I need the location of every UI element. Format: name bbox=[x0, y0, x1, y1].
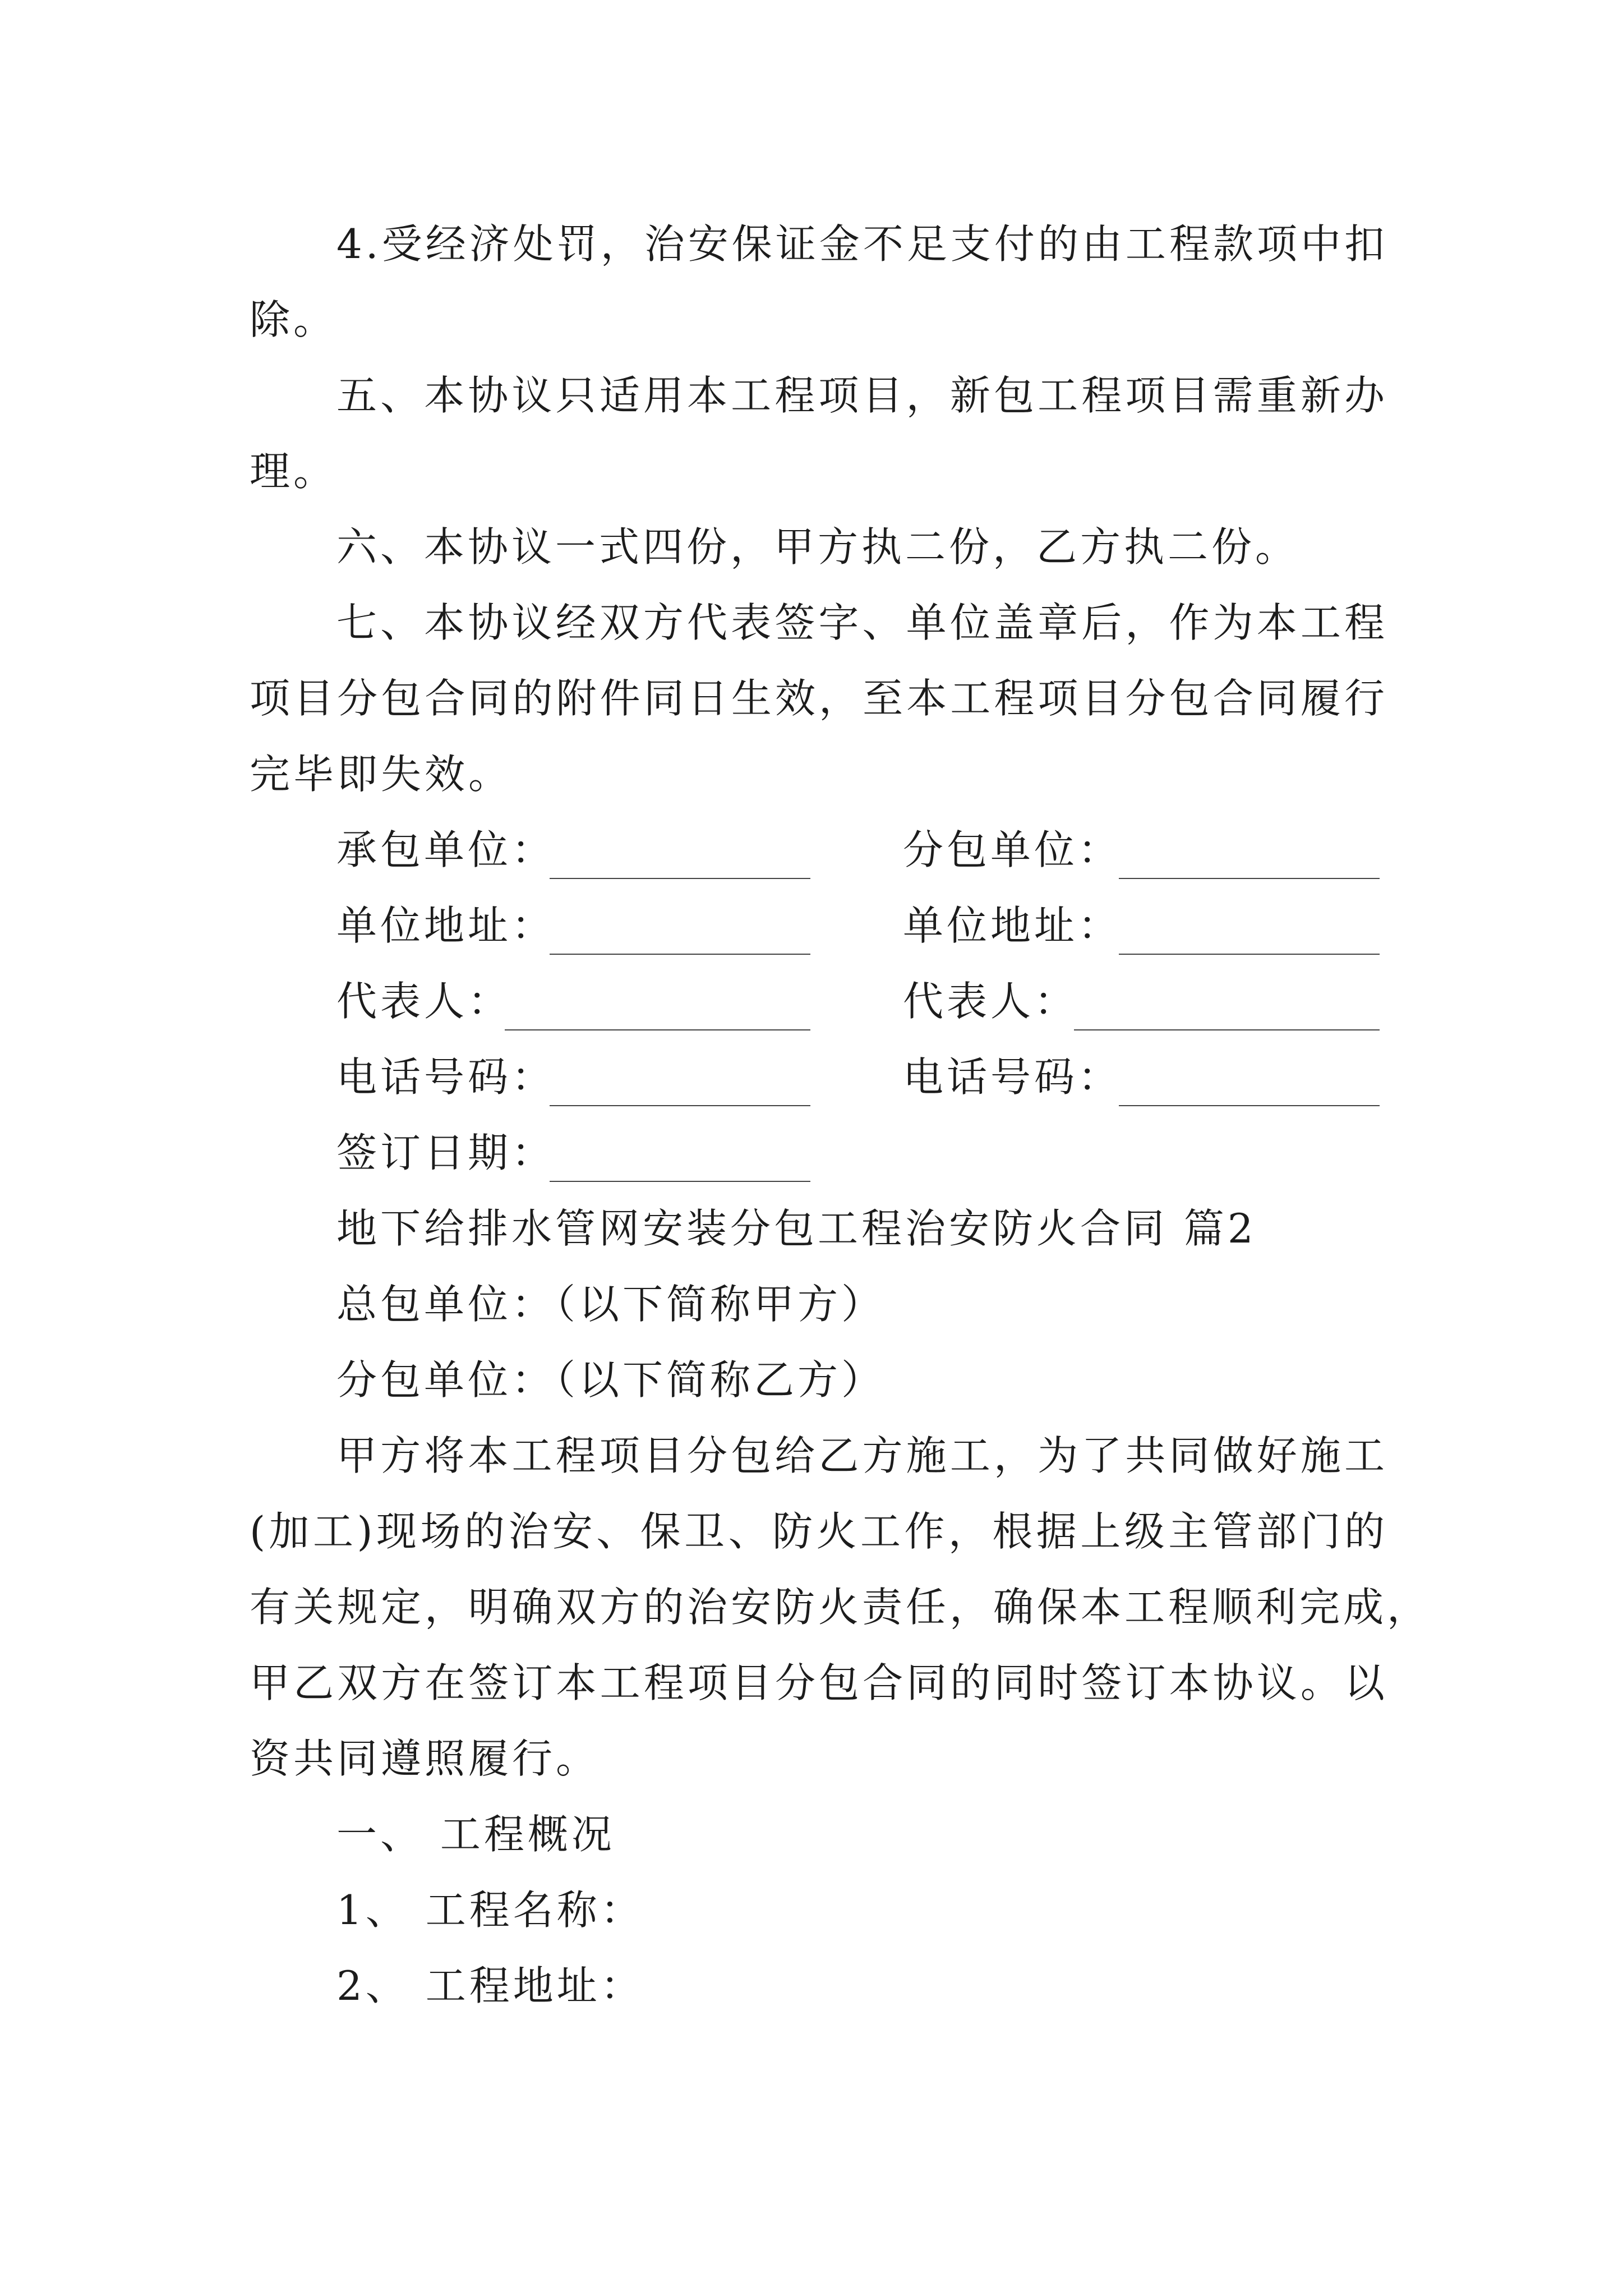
party-b-line: 分包单位：（以下简称乙方） bbox=[336, 1356, 886, 1404]
subcontractor-phone-blank bbox=[1119, 1105, 1380, 1106]
clause-five-line-1: 五、本协议只适用本工程项目，新包工程项目需重新办 bbox=[336, 372, 1388, 419]
section-2-title: 地下给排水管网安装分包工程治安防火合同 篇2 bbox=[336, 1205, 1257, 1252]
subcontractor-phone-label: 电话号码： bbox=[903, 1053, 1122, 1101]
subcontractor-unit-label: 分包单位： bbox=[903, 826, 1122, 873]
heading-project-overview: 一、 工程概况 bbox=[336, 1811, 615, 1858]
subcontractor-address-blank bbox=[1119, 954, 1380, 955]
intro-line-4: 甲乙双方在签订本工程项目分包合同的同时签订本协议。以 bbox=[250, 1659, 1388, 1706]
contractor-phone-blank bbox=[550, 1105, 810, 1106]
contractor-unit-label: 承包单位： bbox=[336, 826, 556, 873]
sign-date-blank bbox=[550, 1181, 810, 1182]
intro-line-3: 有关规定，明确双方的治安防火责任，确保本工程顺利完成， bbox=[250, 1584, 1431, 1631]
clause-seven-line-1: 七、本协议经双方代表签字、单位盖章后，作为本工程 bbox=[336, 599, 1388, 646]
intro-line-2: (加工)现场的治安、保卫、防火工作，根据上级主管部门的 bbox=[250, 1508, 1388, 1555]
contractor-address-label: 单位地址： bbox=[336, 902, 556, 949]
contractor-address-blank bbox=[550, 954, 810, 955]
clause-seven-line-2: 项目分包合同的附件同日生效，至本工程项目分包合同履行 bbox=[250, 675, 1388, 722]
clause-4-line-1: 4.受经济处罚，治安保证金不足支付的由工程款项中扣 bbox=[336, 220, 1388, 268]
sign-date-label: 签订日期： bbox=[336, 1129, 556, 1176]
item-project-address: 2、 工程地址： bbox=[336, 1962, 644, 2009]
contractor-phone-label: 电话号码： bbox=[336, 1053, 556, 1101]
clause-six: 六、本协议一式四份，甲方执二份，乙方执二份。 bbox=[336, 523, 1299, 570]
subcontractor-address-label: 单位地址： bbox=[903, 902, 1122, 949]
subcontractor-unit-blank bbox=[1119, 878, 1380, 879]
clause-4-line-2: 除。 bbox=[250, 296, 338, 343]
item-project-name: 1、 工程名称： bbox=[336, 1887, 644, 1934]
subcontractor-rep-blank bbox=[1074, 1029, 1380, 1030]
party-a-line: 总包单位：（以下简称甲方） bbox=[336, 1281, 886, 1328]
clause-seven-line-3: 完毕即失效。 bbox=[250, 751, 513, 798]
intro-line-1: 甲方将本工程项目分包给乙方施工，为了共同做好施工 bbox=[336, 1432, 1388, 1479]
clause-five-line-2: 理。 bbox=[250, 448, 338, 495]
subcontractor-rep-label: 代表人： bbox=[903, 978, 1078, 1025]
intro-line-5: 资共同遵照履行。 bbox=[250, 1735, 600, 1782]
contractor-rep-label: 代表人： bbox=[336, 978, 512, 1025]
contractor-rep-blank bbox=[505, 1029, 810, 1030]
contractor-unit-blank bbox=[550, 878, 810, 879]
